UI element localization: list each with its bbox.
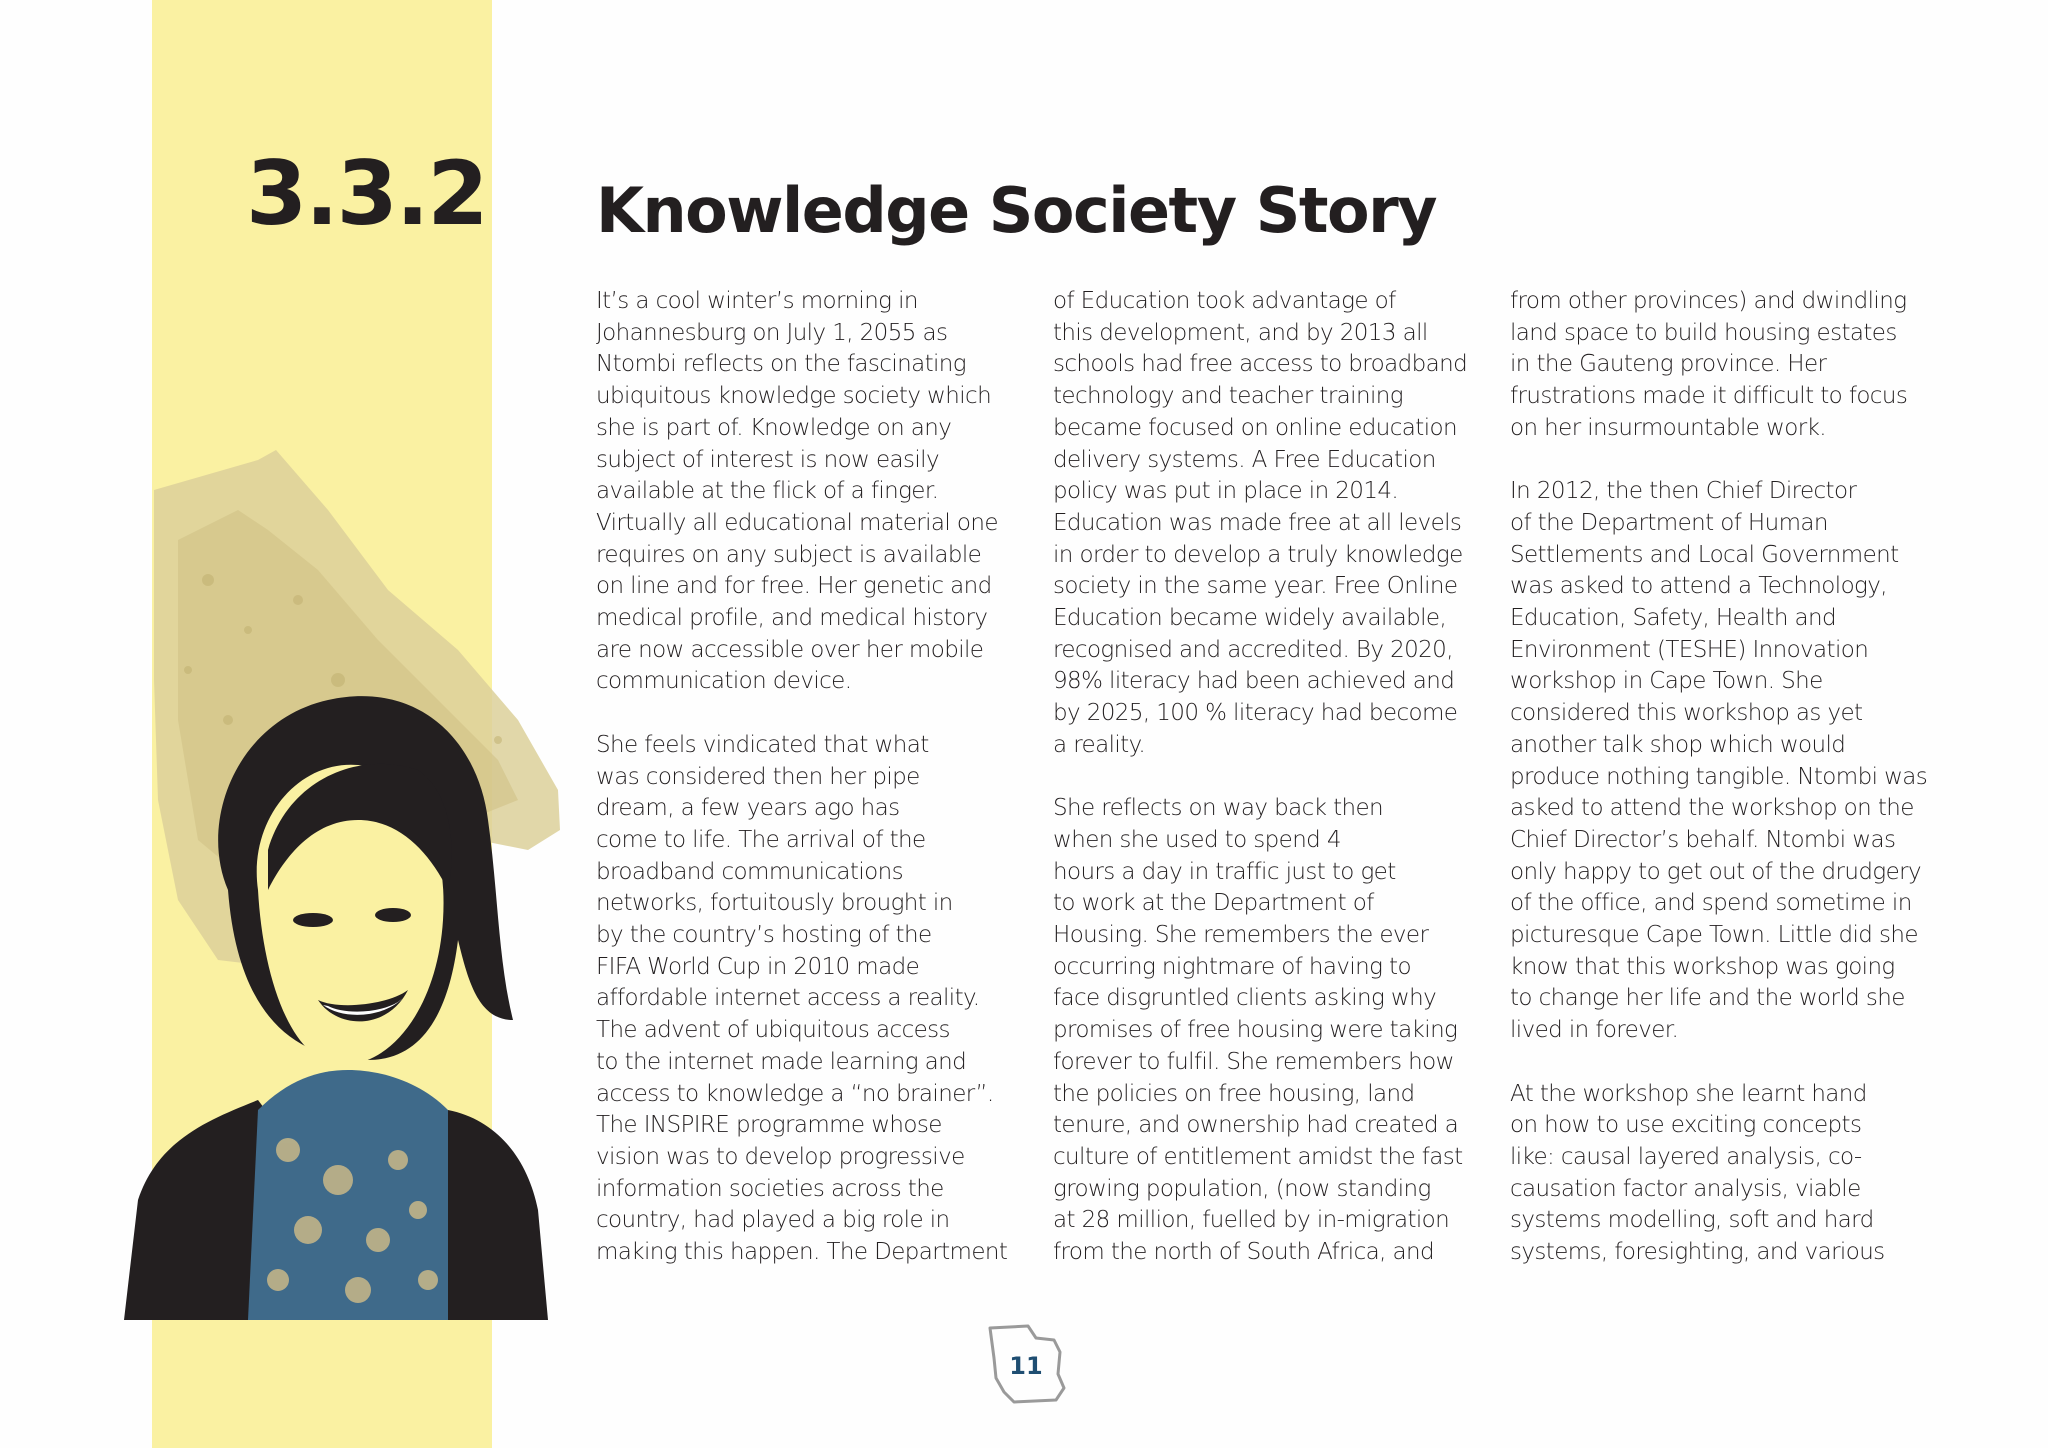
text-line: come to life. The arrival of the [596, 826, 926, 853]
text-line: considered this workshop as yet [1510, 700, 1863, 727]
text-line: Ntombi reflects on the fascinating [596, 351, 966, 378]
text-line: delivery systems. A Free Education [1053, 446, 1436, 473]
text-line: to work at the Department of [1053, 890, 1374, 917]
text-line: became focused on online education [1053, 414, 1457, 441]
text-line: frustrations made it difficult to focus [1510, 383, 1908, 410]
paragraph [1053, 286, 1483, 762]
paragraph [1510, 286, 1940, 445]
text-line: access to knowledge a “no brainer”. [596, 1080, 994, 1107]
text-line: to the internet made learning and [596, 1048, 967, 1075]
text-line: dream, a few years ago has [596, 795, 900, 822]
text-line: ubiquitous knowledge society which [596, 383, 992, 410]
text-line: she is part of. Knowledge on any [596, 414, 952, 441]
text-line: of Education took advantage of [1053, 288, 1396, 314]
paragraph [596, 286, 1026, 698]
text-line: country, had played a big role in [596, 1207, 950, 1234]
text-column-2 [1053, 286, 1483, 1300]
text-line: at 28 million, fuelled by in-migration [1053, 1207, 1450, 1234]
text-line: Environment (TESHE) Innovation [1510, 636, 1869, 663]
text-line: schools had free access to broadband [1053, 351, 1468, 378]
text-line: from other provinces) and dwindling [1510, 288, 1907, 314]
text-line: 98% literacy had been achieved and [1053, 668, 1455, 695]
paragraph [1510, 1079, 1940, 1269]
text-line: growing population, (now standing [1053, 1175, 1431, 1202]
text-line: lived in forever. [1510, 1017, 1679, 1044]
text-line: requires on any subject is available [596, 541, 982, 568]
text-line: on line and for free. Her genetic and [596, 573, 992, 600]
text-line: to change her life and the world she [1510, 985, 1905, 1012]
text-line: available at the flick of a finger. [596, 478, 939, 505]
woman-portrait-illustration [118, 420, 678, 1320]
text-line: by the country’s hosting of the [596, 922, 932, 949]
text-line: face disgruntled clients asking why [1053, 985, 1437, 1012]
text-line: medical profile, and medical history [596, 605, 988, 632]
text-line: only happy to get out of the drudgery [1510, 858, 1922, 885]
text-line: systems modelling, soft and hard [1510, 1207, 1874, 1234]
text-line: by 2025, 100 % literacy had become [1053, 700, 1458, 727]
text-line: vision was to develop progressive [596, 1143, 965, 1170]
section-number: 3.3.2 [246, 142, 487, 245]
text-line: subject of interest is now easily [596, 446, 939, 473]
text-line: produce nothing tangible. Ntombi was [1510, 763, 1928, 790]
text-line: when she used to spend 4 [1053, 826, 1341, 853]
text-line: policy was put in place in 2014. [1053, 478, 1399, 505]
text-line: She feels vindicated that what [596, 731, 929, 758]
text-line: land space to build housing estates [1510, 319, 1897, 346]
paragraph [1053, 793, 1483, 1269]
text-line: broadband communications [596, 858, 903, 885]
text-line: in order to develop a truly knowledge [1053, 541, 1463, 568]
text-line: At the workshop she learnt hand [1510, 1080, 1867, 1107]
text-line: the policies on free housing, land [1053, 1080, 1415, 1107]
text-line: was considered then her pipe [596, 763, 920, 790]
text-line: society in the same year. Free Online [1053, 573, 1458, 600]
text-line: know that this workshop was going [1510, 953, 1895, 980]
text-line: recognised and accredited. By 2020, [1053, 636, 1453, 663]
text-line: hours a day in traffic just to get [1053, 858, 1396, 885]
text-line: She reflects on way back then [1053, 795, 1384, 822]
text-line: forever to fulfil. She remembers how [1053, 1048, 1454, 1075]
text-line: on her insurmountable work. [1510, 414, 1826, 441]
text-line: Housing. She remembers the ever [1053, 922, 1429, 949]
text-line: are now accessible over her mobile [596, 636, 984, 663]
text-line: asked to attend the workshop on the [1510, 795, 1914, 822]
text-line: promises of free housing were taking [1053, 1017, 1458, 1044]
text-line: FIFA World Cup in 2010 made [596, 953, 920, 980]
text-line: in the Gauteng province. Her [1510, 351, 1827, 378]
text-line: systems, foresighting, and various [1510, 1239, 1885, 1266]
text-line: was asked to attend a Technology, [1510, 573, 1887, 600]
text-line: Johannesburg on July 1, 2055 as [596, 319, 948, 346]
text-line: culture of entitlement amidst the fast [1053, 1143, 1463, 1170]
text-line: Settlements and Local Government [1510, 541, 1899, 568]
text-line: information societies across the [596, 1175, 944, 1202]
text-line: Education, Safety, Health and [1510, 605, 1837, 632]
text-line: Chief Director’s behalf. Ntombi was [1510, 826, 1896, 853]
text-column-3 [1510, 286, 1940, 1300]
paragraph [1510, 476, 1940, 1047]
text-line: from the north of South Africa, and [1053, 1239, 1435, 1266]
text-line: Education became widely available, [1053, 605, 1447, 632]
text-line: occurring nightmare of having to [1053, 953, 1411, 980]
text-line: causation factor analysis, viable [1510, 1175, 1861, 1202]
text-line: The advent of ubiquitous access [596, 1017, 950, 1044]
text-line: technology and teacher training [1053, 383, 1403, 410]
text-line: picturesque Cape Town. Little did she [1510, 922, 1918, 949]
text-line: networks, fortuitously brought in [596, 890, 953, 917]
text-line: like: causal layered analysis, co- [1510, 1143, 1862, 1170]
text-line: tenure, and ownership had created a [1053, 1112, 1459, 1139]
text-line: affordable internet access a reality. [596, 985, 980, 1012]
text-line: another talk shop which would [1510, 731, 1846, 758]
text-line: workshop in Cape Town. She [1510, 668, 1823, 695]
text-line: Virtually all educational material one [596, 509, 998, 536]
page-number: 11 [1009, 1352, 1043, 1380]
text-line: on how to use exciting concepts [1510, 1112, 1862, 1139]
text-line: of the office, and spend sometime in [1510, 890, 1912, 917]
text-line: It’s a cool winter’s morning in [596, 288, 918, 314]
paragraph [596, 730, 1026, 1269]
text-line: communication device. [596, 668, 852, 695]
text-column-1 [596, 286, 1026, 1300]
text-line: of the Department of Human [1510, 509, 1828, 536]
text-line: a reality. [1053, 731, 1146, 758]
text-line: this development, and by 2013 all [1053, 319, 1428, 346]
text-line: In 2012, the then Chief Director [1510, 478, 1857, 505]
page-title: Knowledge Society Story [596, 174, 1437, 247]
text-line: making this happen. The Department [596, 1239, 1008, 1266]
text-line: Education was made free at all levels [1053, 509, 1462, 536]
text-line: The INSPIRE programme whose [596, 1112, 942, 1139]
